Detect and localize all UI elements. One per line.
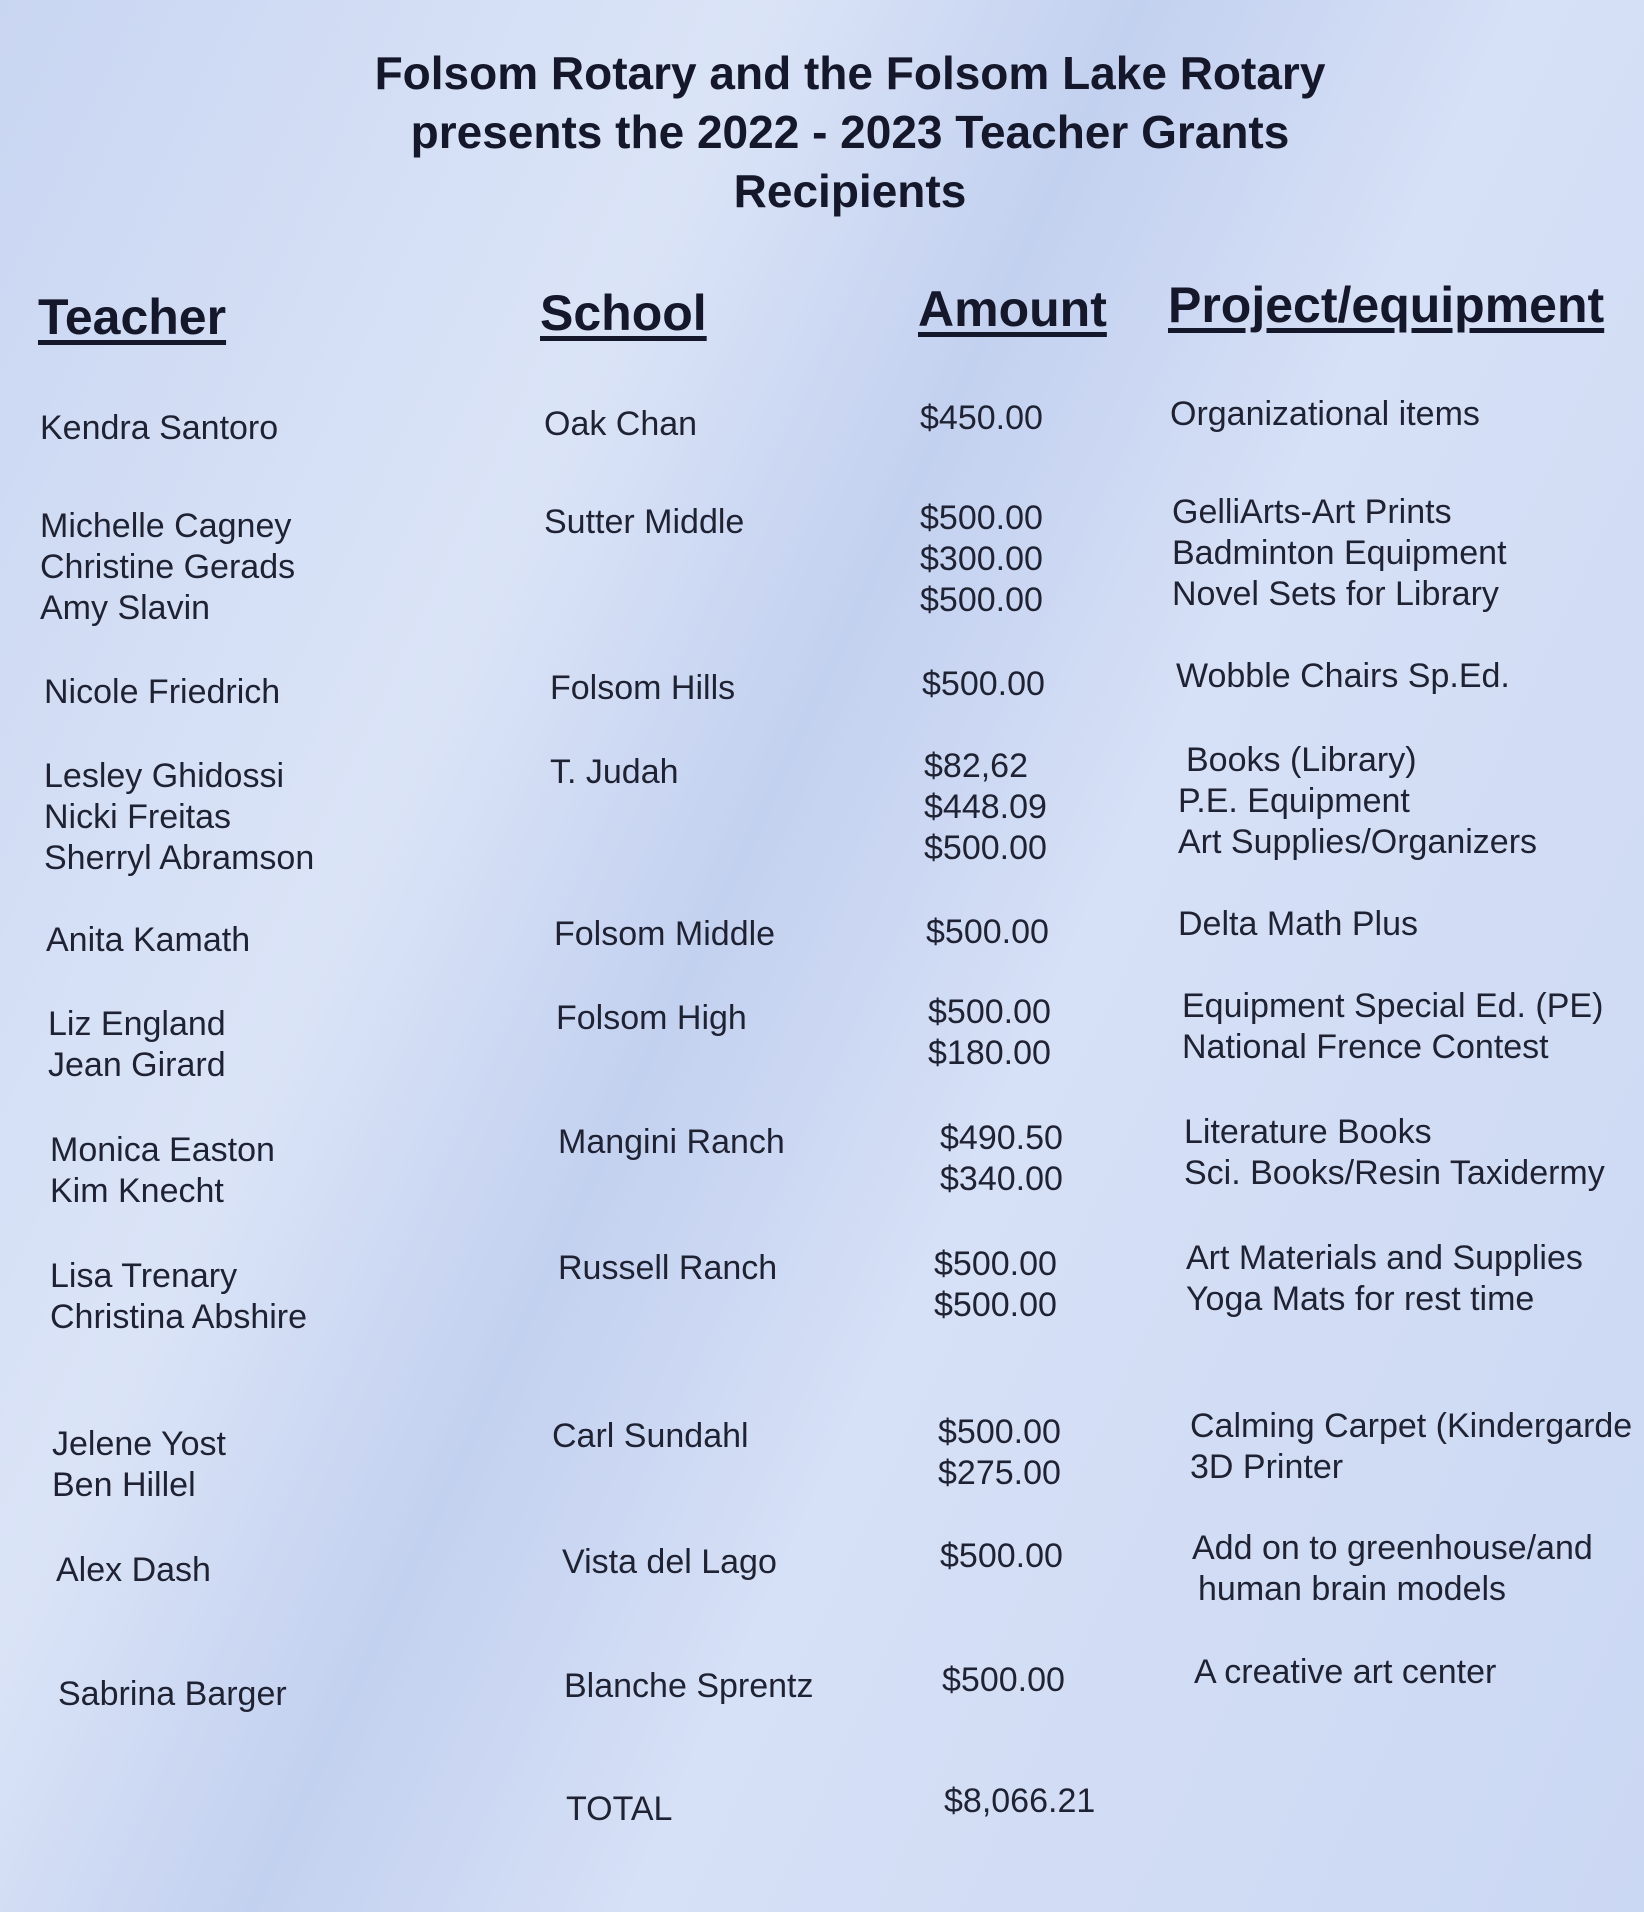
amount-value: $500.00 [922, 665, 1045, 703]
teacher-name: Nicki Freitas [44, 798, 232, 836]
amount-value: $340.00 [940, 1160, 1063, 1198]
teacher-name: Liz England [48, 1005, 226, 1043]
project-cell [1182, 986, 1603, 1068]
teacher-cell [56, 1550, 211, 1591]
project-item: human brain models [1198, 1570, 1507, 1608]
amount-value: $500.00 [920, 499, 1043, 537]
project-cell [1186, 1238, 1583, 1320]
teacher-name: Christine Gerads [40, 548, 296, 586]
teacher-name: Jelene Yost [52, 1425, 226, 1463]
amount-value: $448.09 [924, 788, 1047, 826]
teacher-cell [50, 1130, 275, 1212]
amount-cell [942, 1660, 1065, 1701]
teacher-name: Monica Easton [50, 1131, 275, 1169]
teacher-name: Michelle Cagney [40, 507, 292, 545]
amount-cell [922, 664, 1045, 705]
total-label: TOTAL [566, 1790, 673, 1828]
header-amount: Amount [918, 281, 1107, 337]
header-project: Project/equipment [1168, 277, 1605, 333]
school-cell: Oak Chan [544, 405, 698, 443]
amount-value: $500.00 [938, 1413, 1061, 1451]
project-cell [1170, 394, 1480, 435]
project-item: Organizational items [1170, 395, 1480, 433]
amount-value: $500.00 [924, 829, 1047, 867]
project-item: Books (Library) [1186, 741, 1417, 779]
project-item: Add on to greenhouse/and [1192, 1529, 1593, 1567]
teacher-name: Kim Knecht [50, 1172, 224, 1210]
amount-cell [934, 1244, 1057, 1326]
project-item: A creative art center [1194, 1653, 1497, 1691]
teacher-name: Lisa Trenary [50, 1257, 238, 1295]
project-cell [1190, 1406, 1632, 1488]
amount-cell [938, 1412, 1061, 1494]
project-item: National Frence Contest [1182, 1028, 1549, 1066]
title-line-1: Folsom Rotary and the Folsom Lake Rotary [374, 47, 1326, 99]
project-item: GelliArts-Art Prints [1172, 493, 1452, 531]
teacher-cell [48, 1004, 226, 1086]
school-cell: Folsom Middle [554, 915, 776, 953]
teacher-name: Jean Girard [48, 1046, 226, 1084]
document-title [250, 44, 1450, 221]
school-cell: Blanche Sprentz [564, 1667, 814, 1705]
amount-value: $180.00 [928, 1034, 1051, 1072]
amount-value: $450.00 [920, 399, 1043, 437]
amount-value: $490.50 [940, 1119, 1063, 1157]
amount-cell [940, 1536, 1063, 1577]
teacher-name: Alex Dash [56, 1551, 211, 1589]
amount-value: $82,62 [924, 747, 1028, 785]
project-item: Badminton Equipment [1172, 534, 1507, 572]
project-item: Art Supplies/Organizers [1178, 823, 1538, 861]
project-item: Literature Books [1184, 1113, 1432, 1151]
title-line-2: presents the 2022 - 2023 Teacher Grants [410, 106, 1290, 158]
project-cell [1178, 904, 1418, 945]
header-teacher: Teacher [38, 289, 227, 345]
teacher-name: Nicole Friedrich [44, 673, 281, 711]
school-cell: Carl Sundahl [552, 1417, 749, 1455]
teacher-name: Anita Kamath [46, 921, 251, 959]
amount-cell [920, 498, 1043, 621]
project-item: Art Materials and Supplies [1186, 1239, 1583, 1277]
amount-value: $500.00 [934, 1245, 1057, 1283]
teacher-name: Sabrina Barger [58, 1675, 287, 1713]
project-item: Sci. Books/Resin Taxidermy [1184, 1154, 1605, 1192]
teacher-name: Sherryl Abramson [44, 839, 315, 877]
amount-value: $275.00 [938, 1454, 1061, 1492]
teacher-cell [52, 1424, 226, 1506]
project-item: Wobble Chairs Sp.Ed. [1176, 657, 1510, 695]
amount-cell [940, 1118, 1063, 1200]
teacher-cell [40, 408, 278, 449]
teacher-cell [46, 920, 250, 961]
teacher-name: Kendra Santoro [40, 409, 279, 447]
project-cell [1192, 1528, 1593, 1610]
teacher-name: Ben Hillel [52, 1466, 196, 1504]
school-cell: Folsom High [556, 999, 747, 1037]
teacher-cell [44, 672, 280, 713]
project-item: Novel Sets for Library [1172, 575, 1499, 613]
school-cell: Mangini Ranch [558, 1123, 785, 1161]
teacher-cell [44, 756, 314, 879]
teacher-cell [50, 1256, 307, 1338]
amount-value: $500.00 [940, 1537, 1063, 1575]
teacher-cell [58, 1674, 287, 1715]
teacher-name: Amy Slavin [40, 589, 211, 627]
amount-cell [924, 746, 1047, 869]
school-cell: Vista del Lago [562, 1543, 777, 1581]
school-cell: Folsom Hills [550, 669, 736, 707]
teacher-name: Christina Abshire [50, 1298, 308, 1336]
amount-cell [926, 912, 1049, 953]
project-cell [1172, 492, 1507, 615]
total-value: $8,066.21 [944, 1782, 1096, 1820]
amount-value: $300.00 [920, 540, 1043, 578]
amount-value: $500.00 [920, 581, 1043, 619]
header-school: School [540, 285, 707, 341]
project-cell [1184, 1112, 1605, 1194]
amount-cell [928, 992, 1051, 1074]
project-item: Equipment Special Ed. (PE) [1182, 987, 1604, 1025]
teacher-cell [40, 506, 295, 629]
amount-value: $500.00 [942, 1661, 1065, 1699]
project-cell [1178, 740, 1537, 863]
school-cell: T. Judah [550, 753, 679, 791]
teacher-name: Lesley Ghidossi [44, 757, 285, 795]
project-item: P.E. Equipment [1178, 782, 1410, 820]
project-cell [1176, 656, 1510, 697]
amount-cell [920, 398, 1043, 439]
project-cell [1194, 1652, 1496, 1693]
project-item: Calming Carpet (Kindergarde [1190, 1407, 1633, 1445]
project-item: 3D Printer [1190, 1448, 1344, 1486]
amount-value: $500.00 [934, 1286, 1057, 1324]
amount-value: $500.00 [926, 913, 1049, 951]
school-cell: Sutter Middle [544, 503, 745, 541]
title-line-3: Recipients [733, 165, 967, 217]
project-item: Delta Math Plus [1178, 905, 1418, 943]
amount-value: $500.00 [928, 993, 1051, 1031]
project-item: Yoga Mats for rest time [1186, 1280, 1535, 1318]
school-cell: Russell Ranch [558, 1249, 778, 1287]
